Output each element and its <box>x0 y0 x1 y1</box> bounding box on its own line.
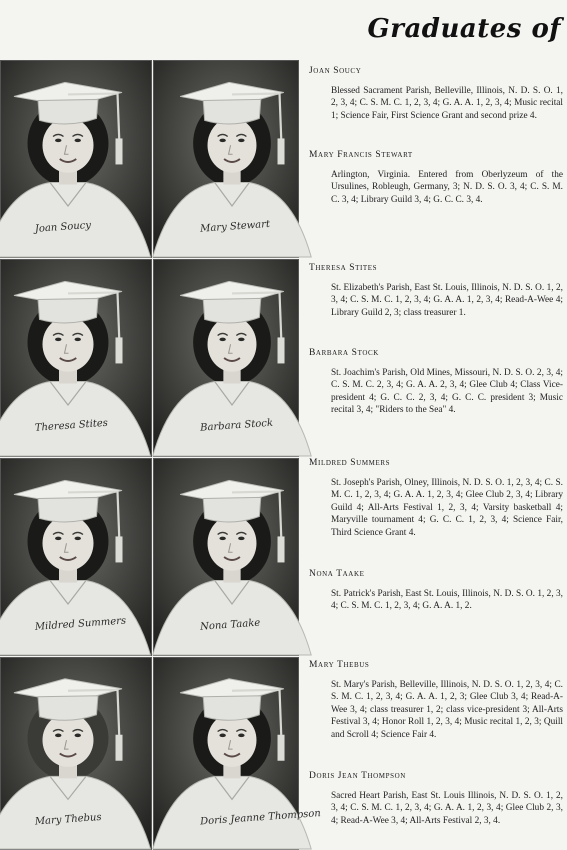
graduate-name: Mary Francis Stewart <box>309 150 413 160</box>
portrait-photo <box>153 60 299 258</box>
graduate-details: Blessed Sacrament Parish, Belleville, Illinois, N. D. S. O. 1, 2, 3, 4; C. S. M. C. 1, 2, 3, 4; G. A. A. 1, 2, 3, 4; Music recital 1; Science Fair, First Science Grant and second prize 4. <box>331 86 563 121</box>
portrait-illustration <box>154 658 322 849</box>
page-title: Graduates of <box>367 14 561 44</box>
graduate-details: St. Mary's Parish, Belleville, Illinois, N. D. S. O. 1, 2, 3, 4; C. S. M. C. 1, 2, 3, 4; G. A. A. 1, 2, 3; Glee Club 3, 4; Read-A-Wee 3, 4; class treasurer 1, 2; class vice-president 3; All-Arts Festival 3, 4; Honor Roll 1, 2, 3, 4; Music recital 1, 2, 3; Quill and Scroll 4; Science Fair 4. <box>331 680 563 740</box>
graduate-entry <box>309 569 563 613</box>
signature: Mildred Summers <box>34 615 127 633</box>
face <box>43 317 94 372</box>
graduate-name: Mary Thebus <box>309 660 370 670</box>
signature: Doris Jeanne Thompson <box>199 808 322 828</box>
graduate-details: St. Elizabeth's Parish, East St. Louis, Illinois, N. D. S. O. 1, 2, 3, 4; C. S. M. C. 1, 2, 3, 4; G. A. A. 1, 2, 3, 4; Read-A-Wee 4; Library Guild 2, 3; class treasurer 1. <box>331 283 563 318</box>
portrait-illustration <box>1 260 151 456</box>
graduate-name: Theresa Stites <box>309 263 378 273</box>
graduate-entry <box>309 660 563 741</box>
graduate-entry <box>309 348 563 417</box>
portrait-photo <box>153 657 322 850</box>
graduate-name: Joan Soucy <box>309 66 362 76</box>
signature: Theresa Stites <box>34 417 109 434</box>
graduate-details: St. Joseph's Parish, Olney, Illinois, N. D. S. O. 1, 2, 3, 4; C. S. M. C. 1, 2, 3, 4; G. A. A. 1, 2, 3, 4; Glee Club 2, 3, 4; Library Guild 4; All-Arts Festival 1, 2, 3, 4; Varsity basketball 4; Maryville tournament 4; G. C. C. 1, 2, 3, 4; Science Fair, Third Science Grant 4. <box>331 478 563 538</box>
graduate-entry <box>309 771 563 827</box>
face <box>43 118 94 173</box>
portrait-photo <box>0 458 152 656</box>
graduate-details: St. Joachim's Parish, Old Mines, Missouri, N. D. S. O. 2, 3, 4; C. S. M. C. 2, 3, 4; G. A. A. 2, 3, 4; Glee Club 4; Class Vice-president 4; G. C. C. 2, 3, 4; G. C. C. president 3; Music recital 3, 4; "Riders to the Sea" 4. <box>331 368 563 416</box>
portrait-illustration <box>154 61 298 257</box>
portrait-illustration <box>1 658 151 849</box>
portrait-illustration <box>154 459 298 655</box>
signature: Joan Soucy <box>34 219 92 235</box>
graduate-details: Arlington, Virginia. Entered from Oberlyzeum of the Ursulines, Robleugh, Germany, 3; N. D. S. O. 3, 4; C. S. M. C. 3, 4; Library Guild 3, 4; G. C. C. 3, 4. <box>331 170 563 205</box>
face <box>208 317 257 372</box>
face <box>43 713 94 766</box>
graduate-name: Nona Taake <box>309 569 365 579</box>
portrait-illustration <box>1 459 151 655</box>
graduate-details: St. Patrick's Parish, East St. Louis, Illinois, N. D. S. O. 1, 2, 3, 4; C. S. M. C. 1, 2, 3, 4; G. A. A. 1, 2. <box>331 589 563 612</box>
signature: Mary Thebus <box>34 811 102 828</box>
graduate-name: Barbara Stock <box>309 348 379 358</box>
portrait-grid <box>0 60 322 848</box>
portrait-illustration <box>1 61 151 257</box>
graduate-name: Mildred Summers <box>309 458 391 468</box>
portrait-photo <box>0 60 152 258</box>
face <box>208 118 257 173</box>
face <box>208 713 257 766</box>
signature: Barbara Stock <box>199 417 274 434</box>
graduate-entry <box>309 150 563 206</box>
graduate-details: Sacred Heart Parish, East St. Louis Illinois, N. D. S. O. 1, 2, 3, 4; C. S. M. C. 1, 2, 3, 4; G. A. A. 1, 2, 3, 4; Glee Club 2, 3, 4; Read-A-Wee 3, 4; All-Arts Festival 2, 3, 4. <box>331 791 563 826</box>
graduate-entry <box>309 66 563 122</box>
graduate-entry <box>309 458 563 539</box>
graduate-name: Doris Jean Thompson <box>309 771 406 781</box>
graduate-entry <box>309 263 563 319</box>
portrait-illustration <box>154 260 298 456</box>
portrait-photo <box>153 259 299 457</box>
signature: Nona Taake <box>199 617 261 633</box>
face <box>208 516 257 571</box>
portrait-photo <box>0 259 152 457</box>
portrait-photo <box>153 458 299 656</box>
portrait-photo <box>0 657 152 850</box>
face <box>43 516 94 571</box>
signature: Mary Stewart <box>199 218 271 235</box>
